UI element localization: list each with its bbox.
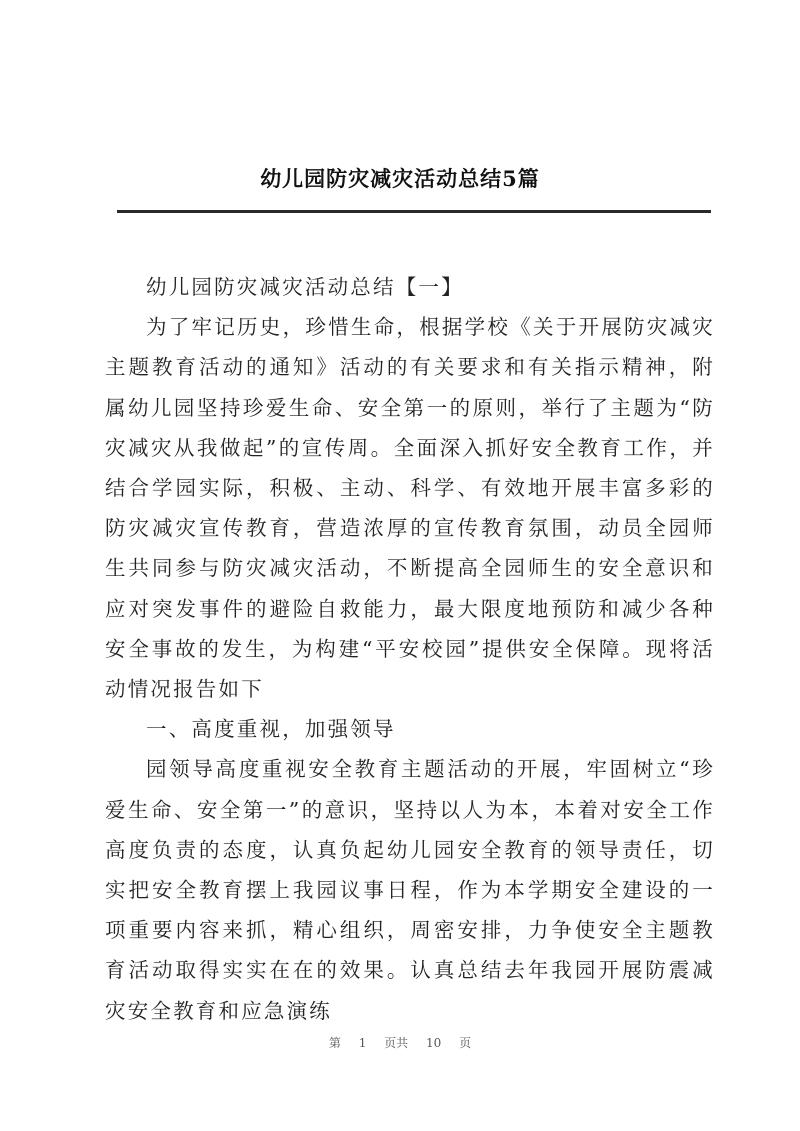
body-paragraph: 园领导高度重视安全教育主题活动的开展，牢固树立“珍爱生命、安全第一”的意识，坚持以人为本，本着对安全工作高度负责的态度，认真负起幼儿园安全教育的领导责任，切实把安全教育摆上我园议事日程，作为本学期安全建设的一项重要内容来抓，精心组织，周密安排，力争使安全主题教育活动取得实实在在的效果。认真总结去年我园开展防震减灾安全教育和应急演练 — [105, 757, 715, 1023]
section-heading: 幼儿园防灾减灾活动总结【一】 — [146, 275, 464, 299]
page-footer — [0, 1034, 800, 1051]
footer-middle: 页共 — [384, 1036, 409, 1050]
intro-paragraph: 为了牢记历史，珍惜生命，根据学校《关于开展防灾减灾主题教育活动的通知》活动的有关要求和有关指示精神，附属幼儿园坚持珍爱生命、安全第一的原则，举行了主题为“防灾减灾从我做起”的宣传周。全面深入抓好安全教育工作，并结合学园实际，积极、主动、科学、有效地开展丰富多彩的防灾减灾宣传教育，营造浓厚的宣传教育氛围，动员全园师生共同参与防灾减灾活动，不断提高全园师生的安全意识和应对突发事件的避险自救能力，最大限度地预防和减少各种安全事故的发生，为构建“平安校园”提供安全保障。现将活动情况报告如下 — [105, 315, 715, 702]
footer-suffix: 页 — [459, 1036, 472, 1050]
subsection-heading: 一、高度重视，加强领导 — [146, 717, 396, 742]
document-body — [105, 267, 715, 1031]
footer-prefix: 第 — [328, 1036, 341, 1050]
footer-current-page: 1 — [358, 1036, 367, 1050]
document-title: 幼儿园防灾减灾活动总结5篇 — [260, 166, 540, 191]
title-divider — [117, 210, 711, 213]
footer-total-pages: 10 — [426, 1036, 442, 1050]
